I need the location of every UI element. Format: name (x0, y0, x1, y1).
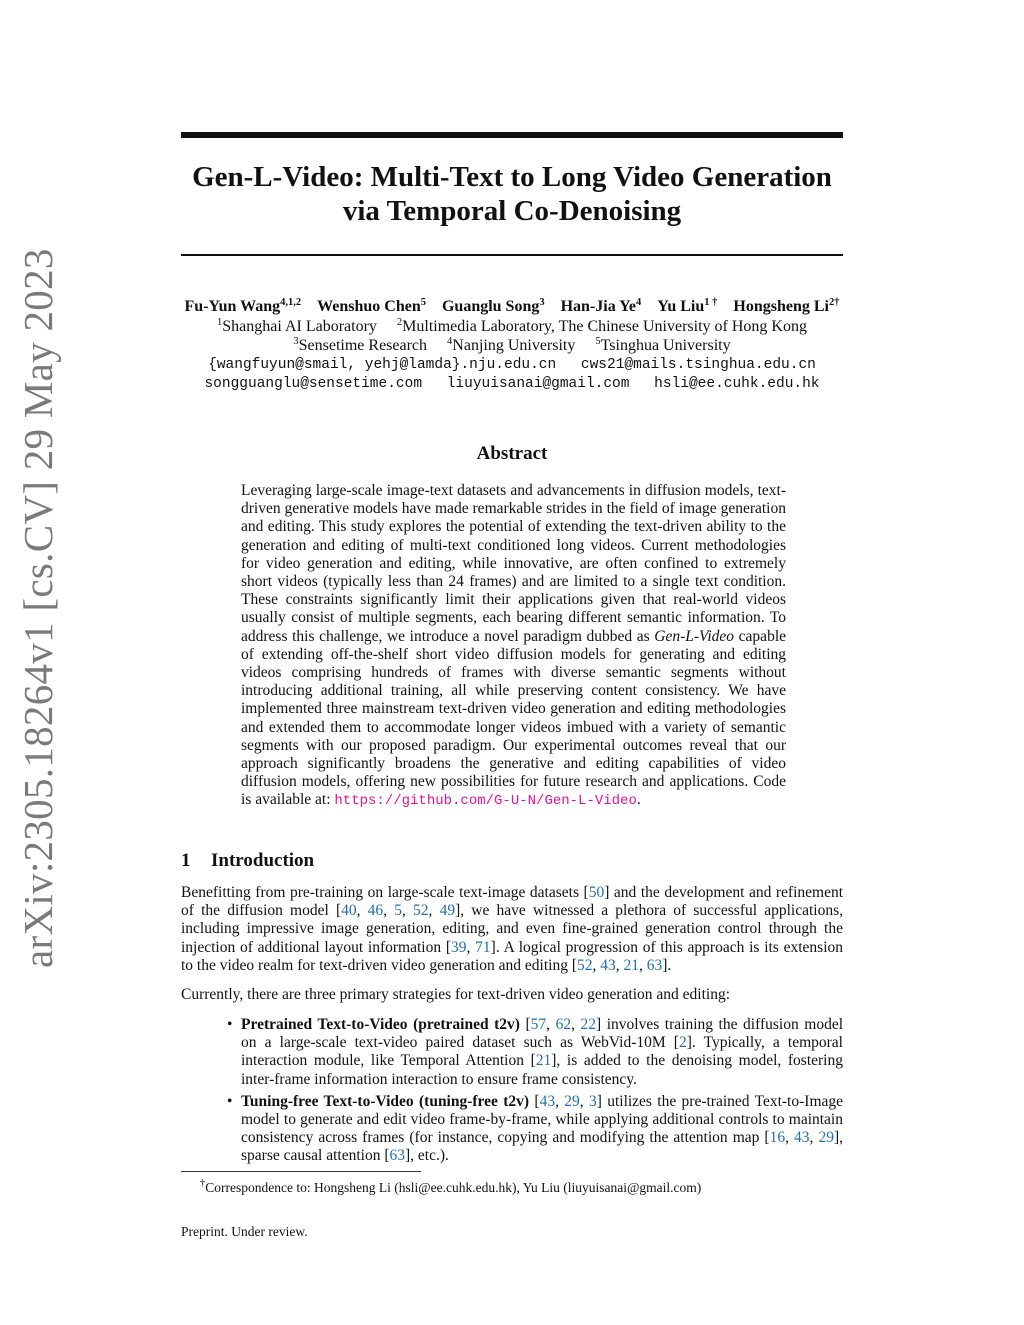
strategy-item (241, 1016, 843, 1089)
citation-link[interactable]: 63 (389, 1147, 405, 1165)
abstract-body: Leveraging large-scale image-text datasets and advancements in diffusion models, text-driven generative models have made remarkable strides in the field of image generation and editing. This study explores the potential of extending the text-driven ability to the generation and editing of multi-text conditioned long videos. Current methodologies for video generation and editing, while innovative, are often confined to extremely short videos (typically less than 24 frames) and are limited to a single text condition. These constraints significantly limit their applications given that real-world videos usually consist of multiple segments, each bearing different semantic information. To address this challenge, we introduce a novel paradigm dubbed as Gen-L-Video capable of extending off-the-shelf short video diffusion models for generating and editing videos comprising hundreds of frames with diverse semantic segments without introducing additional training, all while preserving content consistency. We have implemented three mainstream text-driven video generation and editing methodologies and extended them to accommodate longer videos imbued with a variety of semantic segments with our proposed paradigm. Our experimental outcomes reveal that our approach significantly broadens the generative and editing capabilities of video diffusion models, offering new possibilities for future research and applications. Code is available at: https://github.com/G-U-N/Gen-L-Video. (241, 482, 787, 810)
affiliations-line-1 (150, 317, 874, 337)
emails-line-2 (150, 375, 874, 395)
footnote-mark: † (200, 1178, 206, 1189)
citation-link[interactable]: 63 (646, 956, 663, 974)
strategy-lead: Tuning-free Text-to-Video (tuning-free t2v) (241, 1092, 530, 1110)
citation-link[interactable]: 43 (539, 1092, 556, 1110)
citation-link[interactable]: 52 (413, 902, 429, 920)
intro-paragraph-2: Currently, there are three primary strategies for text-driven video generation and editing: (181, 986, 731, 1003)
citation-link[interactable]: 21 (623, 956, 639, 974)
section-title: Introduction (211, 850, 315, 871)
citation-link[interactable]: 5 (394, 902, 402, 920)
footnote: †Correspondence to: Hongsheng Li (hsli@ee.cuhk.edu.hk), Yu Liu (liuyuisanai@gmail.com) (200, 1178, 702, 1195)
citation-link[interactable]: 49 (439, 902, 456, 920)
email: {wangfuyun@smail, yehj@lamda}.nju.edu.cn (208, 356, 557, 373)
citation-link[interactable]: 29 (564, 1092, 580, 1110)
citation-link[interactable]: 29 (818, 1129, 834, 1147)
affiliation: $^4$Nanjing University (447, 336, 576, 354)
author: Han-Jia Ye$^4$ (560, 297, 642, 315)
citation-link[interactable]: 39 (451, 938, 467, 956)
strategy-list (241, 1016, 843, 1170)
section-heading-introduction (181, 850, 314, 872)
paper-title (181, 160, 843, 228)
author: Wenshuo Chen$^5$ (317, 297, 426, 315)
intro-paragraph-1: Benefitting from pre-training on large-scale text-image datasets [50] and the development and refinement of the diffusion model [40, 46, 5, 52, 49], we have witnessed a plethora of successful applications, including impressive image generation, editing, and even fine-grained generation control through the injection of additional layout information [39, 71]. A logical progression of this approach is its extension to the video realm for text-driven video generation and editing [52, 43, 21, 63]. (181, 884, 844, 974)
strategy-text: [43, 29, 3] utilizes the pre-trained Text-to-Image model to generate and edit video frame-by-frame, while applying additional controls to maintain consistency across frames (for instance, copying and modifying the attention map [16, 43, 29], sparse causal attention [63], etc.). (241, 1092, 844, 1165)
affiliation: $^3$Sensetime Research (293, 336, 428, 354)
author: Yu Liu$^{1 \dagger}$ (657, 297, 718, 315)
strategy-item (241, 1093, 843, 1166)
strategy-text: [57, 62, 22] involves training the diffusion model on a large-scale text-video paired dataset such as WebVid-10M [2]. Typically, a temporal interaction module, like Temporal Attention [21], is added to the denoising model, fostering inter-frame information interaction to ensure frame consistency. (241, 1016, 844, 1088)
title-bottom-rule (181, 254, 843, 256)
citation-link[interactable]: 71 (475, 938, 491, 956)
email: songguanglu@sensetime.com (204, 376, 423, 392)
preprint-note: Preprint. Under review. (181, 1224, 308, 1239)
email: liuyuisanai@gmail.com (446, 376, 630, 392)
arxiv-identifier-stamp: arXiv:2305.18264v1 [cs.CV] 29 May 2023 (15, 248, 61, 968)
email: hsli@ee.cuhk.edu.hk (654, 376, 820, 392)
affiliation: $^2$Multimedia Laboratory, The Chinese University of Hong Kong (396, 316, 807, 335)
affiliation: $^5$Tsinghua University (595, 336, 731, 354)
citation-link[interactable]: 21 (535, 1052, 552, 1070)
citation-link[interactable]: 43 (600, 956, 616, 974)
citation-link[interactable]: 46 (367, 902, 384, 920)
affiliations-line-2 (150, 336, 874, 356)
email: cws21@mails.tsinghua.edu.cn (580, 356, 816, 373)
footnote-rule (181, 1171, 421, 1172)
citation-link[interactable]: 43 (794, 1129, 810, 1147)
strategy-lead: Pretrained Text-to-Video (pretrained t2v) (241, 1016, 520, 1033)
method-name: Gen-L-Video (654, 627, 735, 645)
title-line-1: Gen-L-Video: Multi-Text to Long Video Generation (192, 161, 832, 193)
author-list (150, 297, 874, 317)
abstract-heading: Abstract (476, 443, 548, 464)
title-top-rule (181, 132, 843, 138)
code-url-link[interactable]: https://github.com/G-U-N/Gen-L-Video (334, 793, 637, 810)
author: Guanglu Song$^3$ (441, 297, 545, 315)
citation-link[interactable]: 57 (530, 1016, 547, 1033)
citation-link[interactable]: 2 (678, 1034, 687, 1052)
affiliation: $^1$Shanghai AI Laboratory (217, 316, 377, 335)
citation-link[interactable]: 3 (588, 1092, 597, 1110)
section-number: 1 (181, 850, 191, 871)
citation-link[interactable]: 50 (588, 884, 605, 901)
author: Hongsheng $Li^{2\dagger}$ (733, 297, 840, 315)
emails-line-1 (150, 356, 874, 376)
citation-link[interactable]: 40 (341, 902, 357, 920)
title-line-2: via Temporal Co-Denoising (342, 195, 682, 227)
citation-link[interactable]: 22 (580, 1016, 597, 1033)
citation-link[interactable]: 52 (576, 956, 593, 974)
citation-link[interactable]: 62 (555, 1016, 572, 1033)
author-block (150, 297, 874, 395)
author: Fu-Yun Wang$^{4,1,2}$ (184, 297, 302, 315)
citation-link[interactable]: 16 (769, 1129, 786, 1147)
